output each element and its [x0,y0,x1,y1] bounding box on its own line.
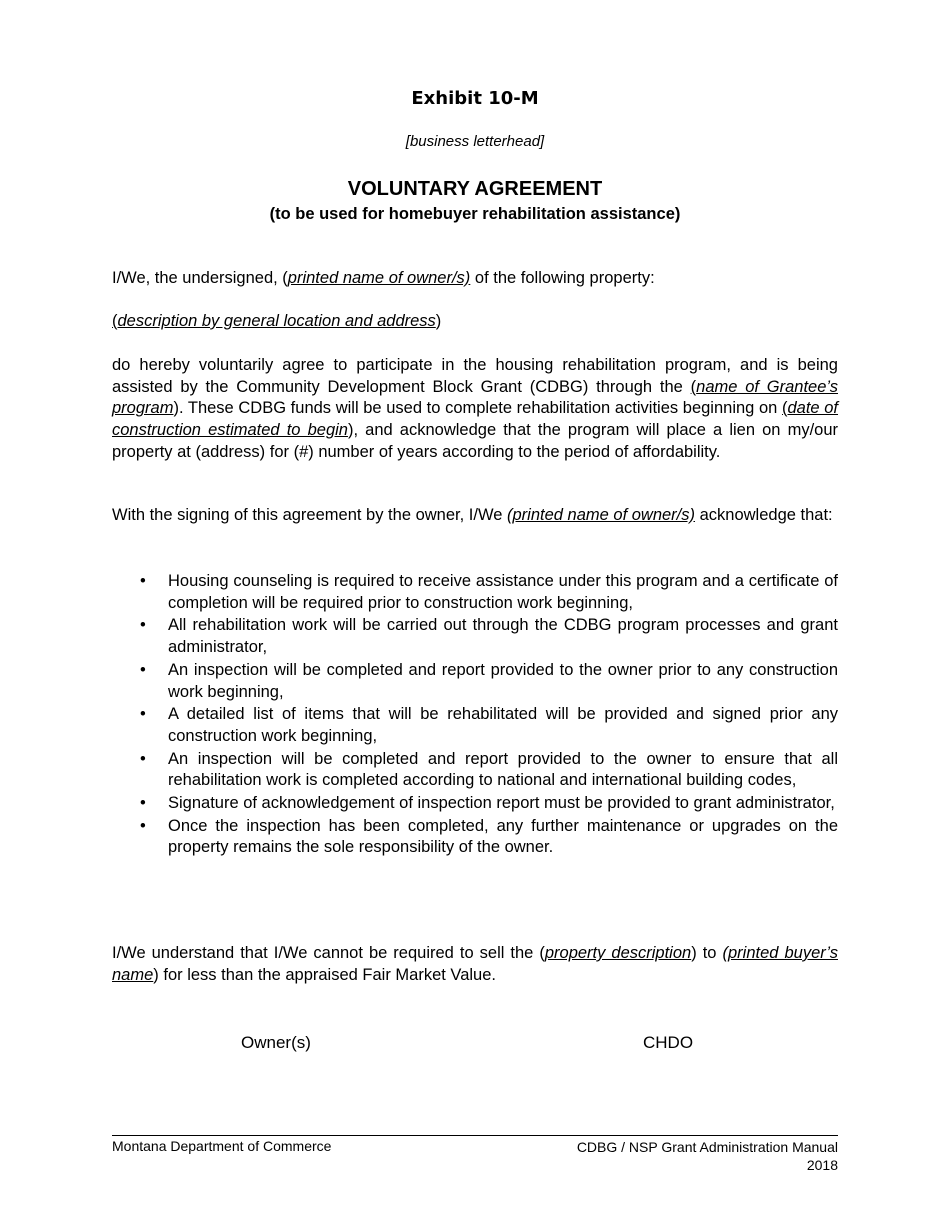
buyer-name-placeholder: (printed buyer’s name [112,944,838,984]
text-segment: do hereby voluntarily agree to participate in the housing rehabilitation program, and is being assisted by the Community Development Block Grant (CDBG) through the [112,356,838,396]
text-segment: ( [690,377,697,396]
list-item [112,793,838,815]
letterhead-placeholder: [business letterhead] [405,133,545,150]
text-segment: of the following property: [470,269,655,287]
location-placeholder: description by general location and address [117,312,436,330]
text-segment: ). These CDBG funds will be used to complete rehabilitation activities beginning on [173,399,782,418]
property-location-paragraph [112,311,838,333]
document-subtitle: (to be used for homebuyer rehabilitation assistance) [269,205,681,223]
owner-name-placeholder: (printed name of owner/s) [507,506,696,524]
exhibit-label: Exhibit 10-M [411,88,539,109]
bullet-icon: • [140,816,146,835]
text-segment: ( [781,399,788,418]
list-item-text: A detailed list of items that will be rehabilitated will be provided and signed prior any construction work beginning, [168,705,838,745]
property-description-placeholder: property description [544,944,692,962]
footer-manual-info [577,1138,838,1174]
footer-manual-title: CDBG / NSP Grant Administration Manual [576,1139,838,1155]
text-segment: ( [112,312,118,330]
list-item-text: Signature of acknowledgement of inspection report must be provided to grant administrator, [168,794,835,813]
footer-organization: Montana Department of Commerce [112,1138,332,1154]
text-segment: I/We, the undersigned, ( [112,269,288,287]
owner-name-placeholder: printed name of owner/s) [287,269,471,287]
footer-year: 2018 [806,1157,838,1173]
agreement-paragraph [112,355,838,464]
list-item-text: An inspection will be completed and report provided to the owner prior to any construction work beginning, [168,660,838,701]
document-title: VOLUNTARY AGREEMENT [347,178,603,200]
list-item [112,749,838,792]
construction-date-placeholder: date of construction estimated to begin [112,399,839,440]
bullet-icon: • [140,705,146,724]
sale-understanding-paragraph [112,943,838,986]
bullet-icon: • [140,794,146,813]
list-item-text: Housing counseling is required to receive assistance under this program and a certificate of completion will be required prior to construction work beginning, [168,572,838,612]
owner-signature-label: Owner(s) [241,1033,311,1052]
chdo-signature-label: CHDO [643,1033,694,1052]
list-item [112,816,838,859]
text-segment: With the signing of this agreement by the owner, I/We [112,506,507,524]
acknowledgement-list [112,571,838,860]
text-segment: ) for less than the appraised Fair Market Value. [153,965,496,984]
bullet-icon: • [140,660,146,679]
text-segment: acknowledge that: [695,506,833,524]
list-item [112,660,838,703]
text-segment: ), and acknowledge that the program will place a lien on my/our property at (address) for (#) number of years according to the period of affordability. [112,421,839,461]
bullet-icon: • [140,616,146,635]
bullet-icon: • [140,572,146,590]
text-segment: I/We understand that I/We cannot be required to sell the ( [112,944,545,962]
list-item [112,615,838,658]
list-item-text: An inspection will be completed and report provided to the owner to ensure that all rehabilitation work is completed according to national and international building codes, [168,749,838,790]
owner-statement-paragraph [112,268,838,290]
list-item [112,571,838,614]
acknowledgement-intro-paragraph [112,505,838,527]
footer-divider [112,1135,838,1136]
list-item-text: Once the inspection has been completed, any further maintenance or upgrades on the property remains the sole responsibility of the owner. [168,816,838,857]
bullet-icon: • [140,749,146,768]
list-item-text: All rehabilitation work will be carried out through the CDBG program processes and grant administrator, [168,616,838,657]
text-segment: ) to [691,944,723,962]
grantee-program-placeholder: name of Grantee’s program [112,377,838,418]
text-segment: ) [435,312,442,330]
list-item [112,704,838,747]
